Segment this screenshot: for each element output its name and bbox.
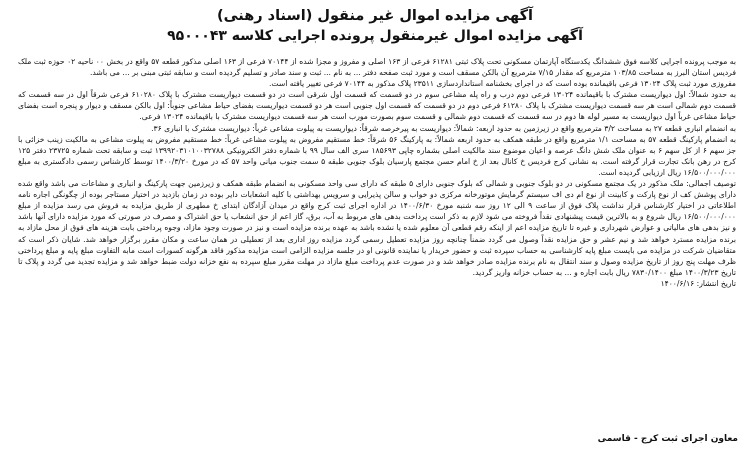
paragraph-boundaries: به حدود شمالاً: اول دیواریست مشترک با باقیمانده ۱۳۰۲۴ فرعی دوم درب و راه پله مشاعی سوم در دو قسمت که قسمت اول شرقی است در دو قسمت دیواریست مشترک با پلاک ۶۱۰۲۸۰ فرعی شرقاً اول در سه قسمت که قسمت دوم شمالی است هر سه قسمت دیواریست مشترک با پلاک ۶۱۲۸۰ فرعی دوم در دو قسمت که قسمت اول جنوبی است هر دو قسمت دیواریست بفضای حیاط مشاعی جنوباً: اول بالکن مسقف و دیوار و پنجره است بفضای حیاط مشاعی غرباً اول دیواریست به مسیر لوله ها دوم در سه قسمت که قسمت دوم شمالی و قسمت سوم بصورت مورب است هر سه قسمت دیواریست مشترک با باقیمانده ۱۳۰۲۴ فرعی. xyxy=(18,90,736,122)
announcement-title: آگهی مزایده اموال غیر منقول (اسناد رهنی) xyxy=(217,8,533,24)
publication-date: تاریخ انتشار: ۱۴۰۰/۶/۱۶ xyxy=(660,278,736,288)
paragraph-description: توصیف اجمالی: ملک مذکور در یک مجتمع مسکونی در دو بلوک جنوبی و شمالی که بلوک جنوبی دارای ۵ طبقه که دارای سی واحد مسکونی به انضمام طبقه همکف و زیرزمین جهت پارکینگ و انباری و مشاعات می باشد واقع شده دارای پوشش کف از نوع پارکت و کابینت از نوع ام دی اف سیستم گرمایش موتورخانه مرکزی دو خواب و سالن پذیرایی و سرویس بهداشتی با کلیه انشعابات دایر بوده در زمان بازدید در اختیار مستاجر بوده از چگونگی اجاره نامه اطلاعاتی در اختیار کارشناس قرار نداشت پلاک فوق از ساعت ۹ الی ۱۲ روز سه شنبه مورخ ۱۴۰۰/۶/۳۰ در اداره اجرای ثبت کرج واقع در میدان آزادگان ابتدای خ مطهری از طریق مزایده به فروش می رسد مزایده از مبلغ ۱۶/۵۰۰/۰۰۰/۰۰۰ ریال شروع و به بالاترین قیمت پیشنهادی نقداً فروخته می شود لازم به ذکر است پرداخت بدهی های مربوط به آب، برق، گاز اعم از حق انشعاب یا حق اشتراک و مصرف در صورتی که مورد مزایده دارای آنها باشد و نیز بدهی های مالیاتی و عوارض شهرداری و غیره تا تاریخ مزایده اعم از اینکه رقم قطعی آن معلوم شده یا نشده باشد به عهده برنده مزایده است و نیز در صورت وجود مازاد، وجوه پرداختی بابت هزینه های فوق از محل مازاد به برنده مزایده مسترد خواهد شد و نیم عشر و حق مزایده نقداً وصول می گردد ضمناً چنانچه روز مزایده تعطیل رسمی گردد مزایده روز اداری بعد از تعطیلی در همان ساعت و مکان مقرر برگزار خواهد شد. شایان ذکر است که متقاضیان شرکت در مزایده می بایست مبلغ پایه کارشناسی به حساب سپرده ثبت و حضور خریدار یا نماینده قانونی او در جلسه مزایده الزامی است مزایده مذکور فاقد هرگونه کسورات است مابه التفاوت مبلغ پایه و مبلغ پرداختی ظرف مهلت پنج روز از تاریخ مزایده وصول و سند انتقال به نام برنده مزایده صادر خواهد شد و در صورت عدم پرداخت مبلغ مازاد در مهلت مقرر مبلغ سپرده به نفع خزانه دولت ضبط خواهد شد و مزایده تجدید می گردد و پلاک تا تاریخ ۱۴۰۰/۳/۲۳ مبلغ ۷۸۳۰/۱۴۰۰ ریال بابت اجاره و ... به حساب خزانه واریز گردید. xyxy=(18,179,736,277)
paragraph-parking: به انضمام پارکینگ قطعه ۵۷ به مساحت ۱/۱ مترمربع واقع در طبقه همکف به حدود اربعه شمالاً: به پارکینگ ۵۶ شرقاً: خط مستقیم مفروض به پیلوت مشاعی غرباً: خط مستقیم مفروض به پیلوت مشاعی به مالکیت زینب خزائی با جز سهم ۶ از کل سهم ۶ به عنوان ملک شش دانگ عرصه و اعیان موضوع سند مالکیت اصلی بشماره چاپی ۱۸۵۶۹۳ سری الف سال ۹۹ با شماره دفتر الکترونیکی ۱۳۹۹۲۰۳۱۰۱۰۰۳۲۷۸۸ ثبت و سابقه تحت شماره ۲۳۷۲۵ دفتر ۱۲۵ کرج در رهن بانک تجارت قرار گرفته است. به نشانی کرج فردیس خ کانال بعد از خ امام حسن مجتمع پارسیان بلوک جنوبی طبقه ۵ سمت جنوب میانی واحد ۵۷ که در مورخ ۱۴۰۰/۳/۲۰ توسط کارشناس رسمی دادگستری به مبلغ ۱۶/۵۰۰/۰۰۰/۰۰۰ ریال ارزیابی گردیده است. xyxy=(18,134,736,177)
signer: معاون اجرای ثبت کرج - قاسمی xyxy=(597,434,738,444)
paragraph-storage: به انضمام انباری قطعه ۲۷ به مساحت ۳/۲ مترمربع واقع در زیرزمین به حدود اربعه: شمالاً: دیواریست به پیرخرصه شرقاً: دیواریست به پیلوت مشاعی غرباً: دیواریست مشترک با انباری ۳۶. xyxy=(151,123,736,133)
paragraph-mafruz: مفروزی مورد ثبت پلاک ۱۳۰۲۴ فرعی باقیمانده بوده است که در اجرای بخشنامه استانداردسازی ۲۳۵۱۱ پلاک مذکور به ۷۰۱۴۴ فرعی تغییر یافته است. xyxy=(268,79,736,89)
announcement-subtitle: آگهی مزایده اموال غیرمنقول پرونده اجرایی کلاسه ۹۵۰۰۰۴۳ xyxy=(167,28,583,44)
announcement-header xyxy=(0,6,750,46)
paragraph-intro: به موجب پرونده اجرایی کلاسه فوق ششدانگ یکدستگاه آپارتمان مسکونی تحت پلاک ثبتی ۶۱۲۸۱ فرعی از ۱۶۳ اصلی و مفروز و مجزا شده از ۷۰۱۴۴ فرعی از ۱۶۳ اصلی مذکور قطعه ۵۷ واقع در بخش ۰۰ ناحیه ۰۲ حوزه ثبت ملک فردیس استان البرز به مساحت ۱۰۳/۸۵ مترمربع که مقدار ۷/۱۵ مترمربع آن بالکن مسقف است و مورد ثبت صفحه دفتر ... به نام ... ثبت و سند صادر و تسلیم گردیده است و سابقه ثبتی مبنی بر ... می باشد. xyxy=(18,57,736,78)
announcement-body xyxy=(18,56,736,428)
